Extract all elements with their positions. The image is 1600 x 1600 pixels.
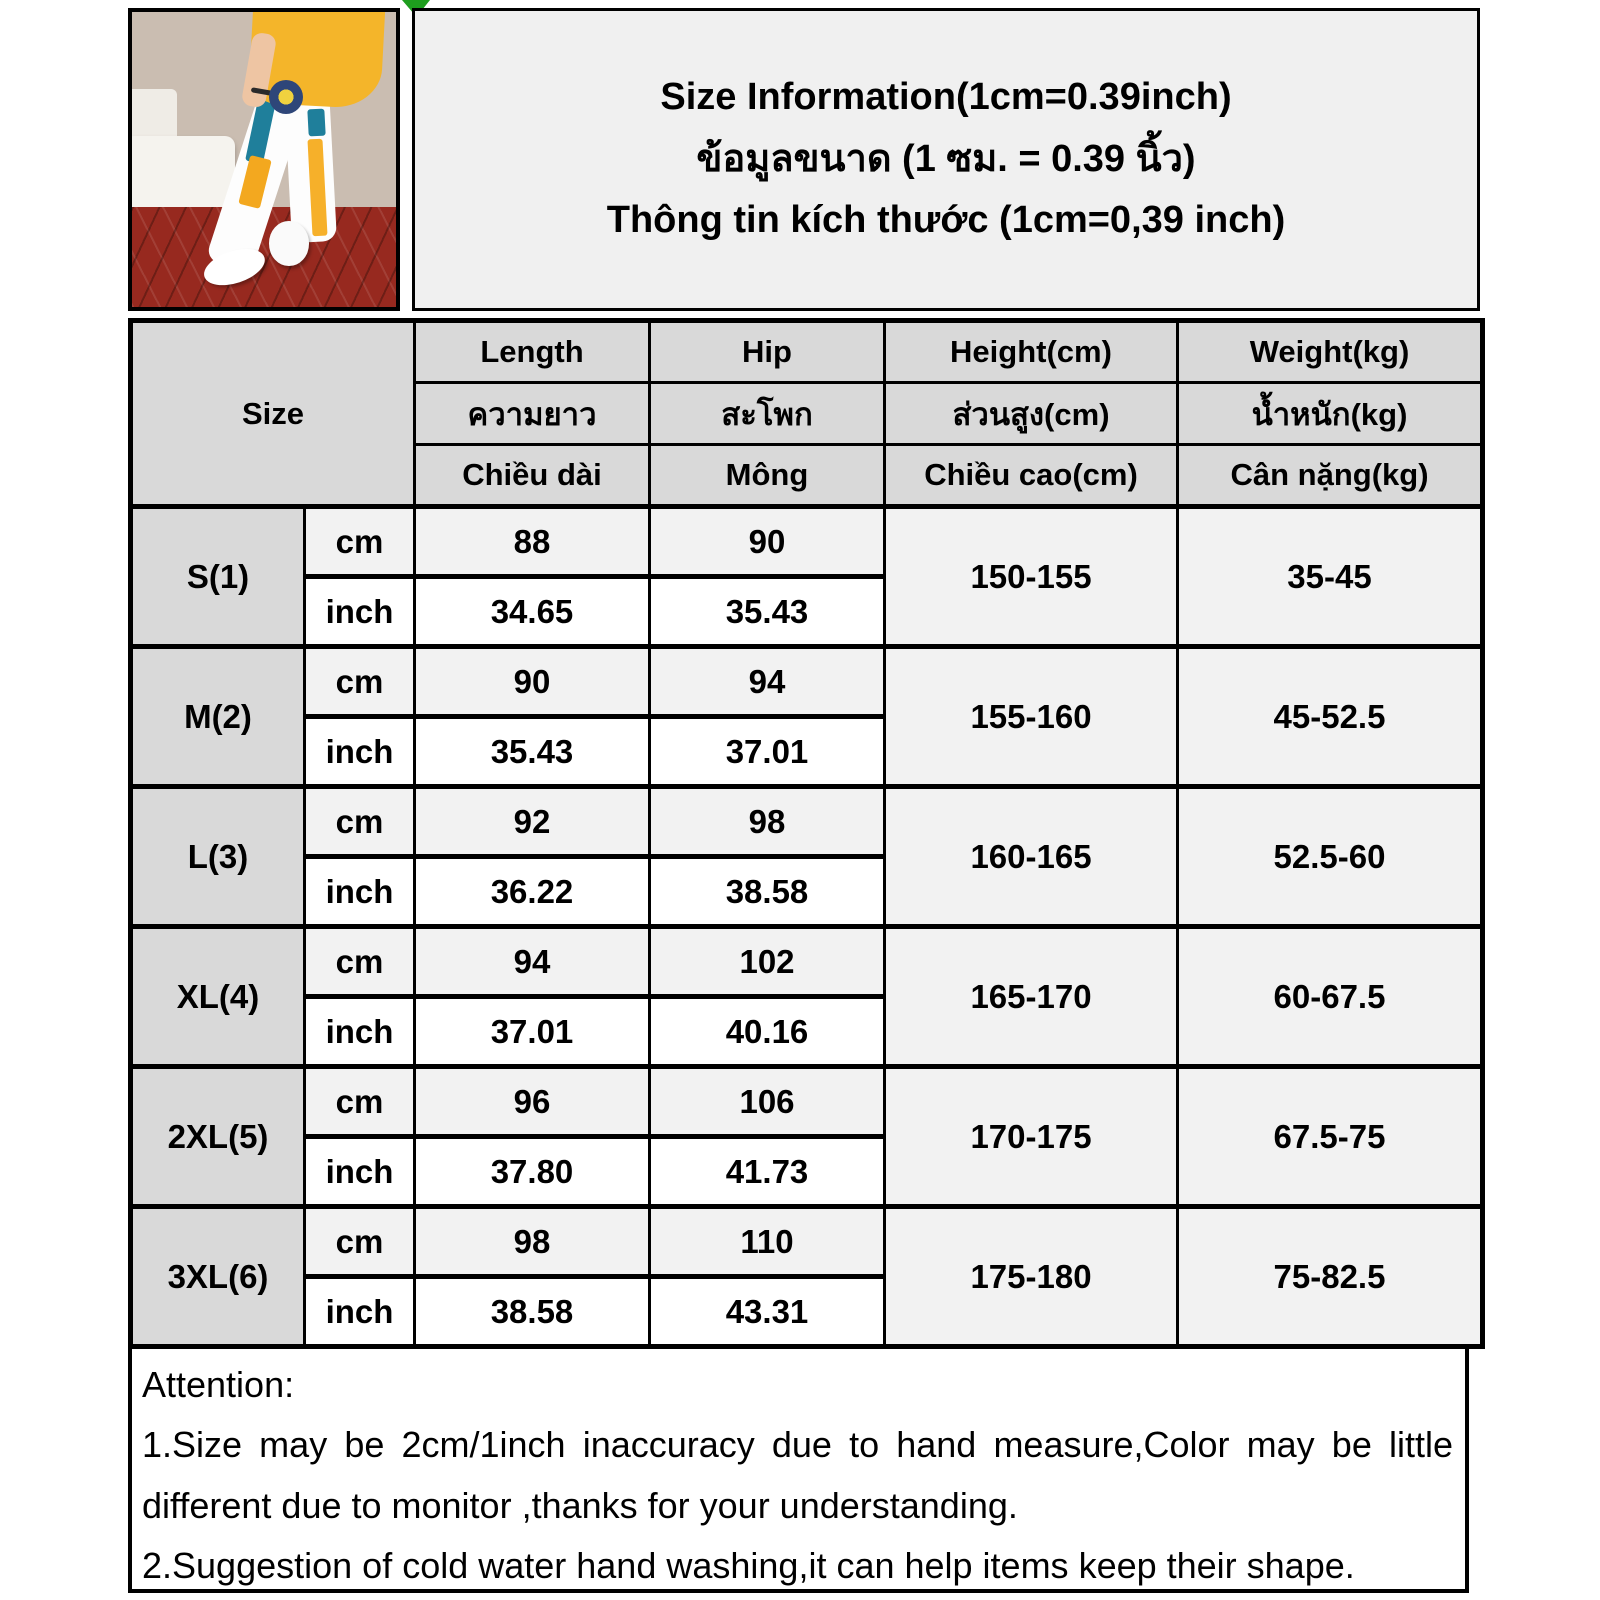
title-english: Size Information(1cm=0.39inch) [660, 76, 1232, 119]
cell-m2-height: 155-160 [885, 647, 1178, 787]
cell-xl4-length-inch: 37.01 [415, 997, 650, 1067]
photo-teal-patch-right [307, 109, 326, 136]
attention-box [128, 1345, 1469, 1593]
title-thai: ข้อมูลขนาด (1 ซม. = 0.39 นิ้ว) [696, 137, 1196, 180]
cell-s1-length-inch: 34.65 [415, 577, 650, 647]
size-label-m2: M(2) [131, 647, 305, 787]
cell-3xl6-length-cm: 98 [415, 1207, 650, 1277]
cell-2xl5-height: 170-175 [885, 1067, 1178, 1207]
row-s1-cm [131, 507, 1483, 577]
product-photo [128, 8, 400, 311]
unit-cell-inch: inch [305, 1137, 415, 1207]
unit-cell-cm: cm [305, 787, 415, 857]
size-table [128, 318, 1485, 1349]
photo-logo-badge [269, 80, 303, 114]
cell-xl4-hip-inch: 40.16 [650, 997, 885, 1067]
cell-m2-length-cm: 90 [415, 647, 650, 717]
col-header-height-en: Height(cm) [885, 321, 1178, 383]
cell-3xl6-height: 175-180 [885, 1207, 1178, 1347]
cell-3xl6-length-inch: 38.58 [415, 1277, 650, 1347]
col-header-height-vi: Chiều cao(cm) [885, 445, 1178, 507]
size-label-xl4: XL(4) [131, 927, 305, 1067]
col-header-length-th: ความยาว [415, 383, 650, 445]
unit-cell-inch: inch [305, 577, 415, 647]
cell-m2-length-inch: 35.43 [415, 717, 650, 787]
unit-cell-inch: inch [305, 717, 415, 787]
cell-s1-weight: 35-45 [1178, 507, 1483, 647]
cell-l3-length-inch: 36.22 [415, 857, 650, 927]
size-header-cell: Size [131, 321, 415, 507]
col-header-height-th: ส่วนสูง(cm) [885, 383, 1178, 445]
cell-2xl5-weight: 67.5-75 [1178, 1067, 1483, 1207]
cell-2xl5-hip-inch: 41.73 [650, 1137, 885, 1207]
col-header-length-vi: Chiều dài [415, 445, 650, 507]
col-header-length-en: Length [415, 321, 650, 383]
size-label-l3: L(3) [131, 787, 305, 927]
unit-cell-inch: inch [305, 997, 415, 1067]
cell-xl4-hip-cm: 102 [650, 927, 885, 997]
row-3xl6-cm [131, 1207, 1483, 1277]
unit-cell-cm: cm [305, 927, 415, 997]
size-label-3xl6: 3XL(6) [131, 1207, 305, 1347]
unit-cell-inch: inch [305, 857, 415, 927]
cell-2xl5-hip-cm: 106 [650, 1067, 885, 1137]
row-2xl5-cm [131, 1067, 1483, 1137]
cell-xl4-height: 165-170 [885, 927, 1178, 1067]
col-header-weight-th: น้ำหนัก(kg) [1178, 383, 1483, 445]
col-header-hip-th: สะโพก [650, 383, 885, 445]
cell-xl4-weight: 60-67.5 [1178, 927, 1483, 1067]
unit-cell-cm: cm [305, 507, 415, 577]
photo-sneaker-back [269, 221, 309, 265]
attention-note-1: 1.Size may be 2cm/1inch inaccuracy due to hand measure,Color may be little different due to monitor ,thanks for your understanding. [142, 1424, 1453, 1526]
cell-3xl6-hip-cm: 110 [650, 1207, 885, 1277]
unit-cell-cm: cm [305, 1067, 415, 1137]
cell-s1-hip-inch: 35.43 [650, 577, 885, 647]
col-header-hip-vi: Mông [650, 445, 885, 507]
cell-2xl5-length-cm: 96 [415, 1067, 650, 1137]
cell-s1-length-cm: 88 [415, 507, 650, 577]
cell-3xl6-hip-inch: 43.31 [650, 1277, 885, 1347]
header-row-english [131, 321, 1483, 383]
row-m2-cm [131, 647, 1483, 717]
title-vietnamese: Thông tin kích thước (1cm=0,39 inch) [606, 199, 1286, 242]
cell-m2-hip-cm: 94 [650, 647, 885, 717]
size-label-2xl5: 2XL(5) [131, 1067, 305, 1207]
cell-s1-height: 150-155 [885, 507, 1178, 647]
attention-title: Attention: [142, 1364, 295, 1405]
cell-s1-hip-cm: 90 [650, 507, 885, 577]
cell-m2-weight: 45-52.5 [1178, 647, 1483, 787]
unit-cell-cm: cm [305, 1207, 415, 1277]
cell-m2-hip-inch: 37.01 [650, 717, 885, 787]
unit-cell-inch: inch [305, 1277, 415, 1347]
cell-l3-length-cm: 92 [415, 787, 650, 857]
col-header-weight-en: Weight(kg) [1178, 321, 1483, 383]
cell-l3-hip-inch: 38.58 [650, 857, 885, 927]
row-xl4-cm [131, 927, 1483, 997]
title-panel [412, 8, 1480, 311]
cell-l3-height: 160-165 [885, 787, 1178, 927]
row-l3-cm [131, 787, 1483, 857]
cell-l3-weight: 52.5-60 [1178, 787, 1483, 927]
attention-note-2: 2.Suggestion of cold water hand washing,it can help items keep their shape. [142, 1545, 1355, 1587]
col-header-hip-en: Hip [650, 321, 885, 383]
cell-2xl5-length-inch: 37.80 [415, 1137, 650, 1207]
cell-xl4-length-cm: 94 [415, 927, 650, 997]
size-label-s1: S(1) [131, 507, 305, 647]
cell-3xl6-weight: 75-82.5 [1178, 1207, 1483, 1347]
cell-l3-hip-cm: 98 [650, 787, 885, 857]
col-header-weight-vi: Cân nặng(kg) [1178, 445, 1483, 507]
unit-cell-cm: cm [305, 647, 415, 717]
